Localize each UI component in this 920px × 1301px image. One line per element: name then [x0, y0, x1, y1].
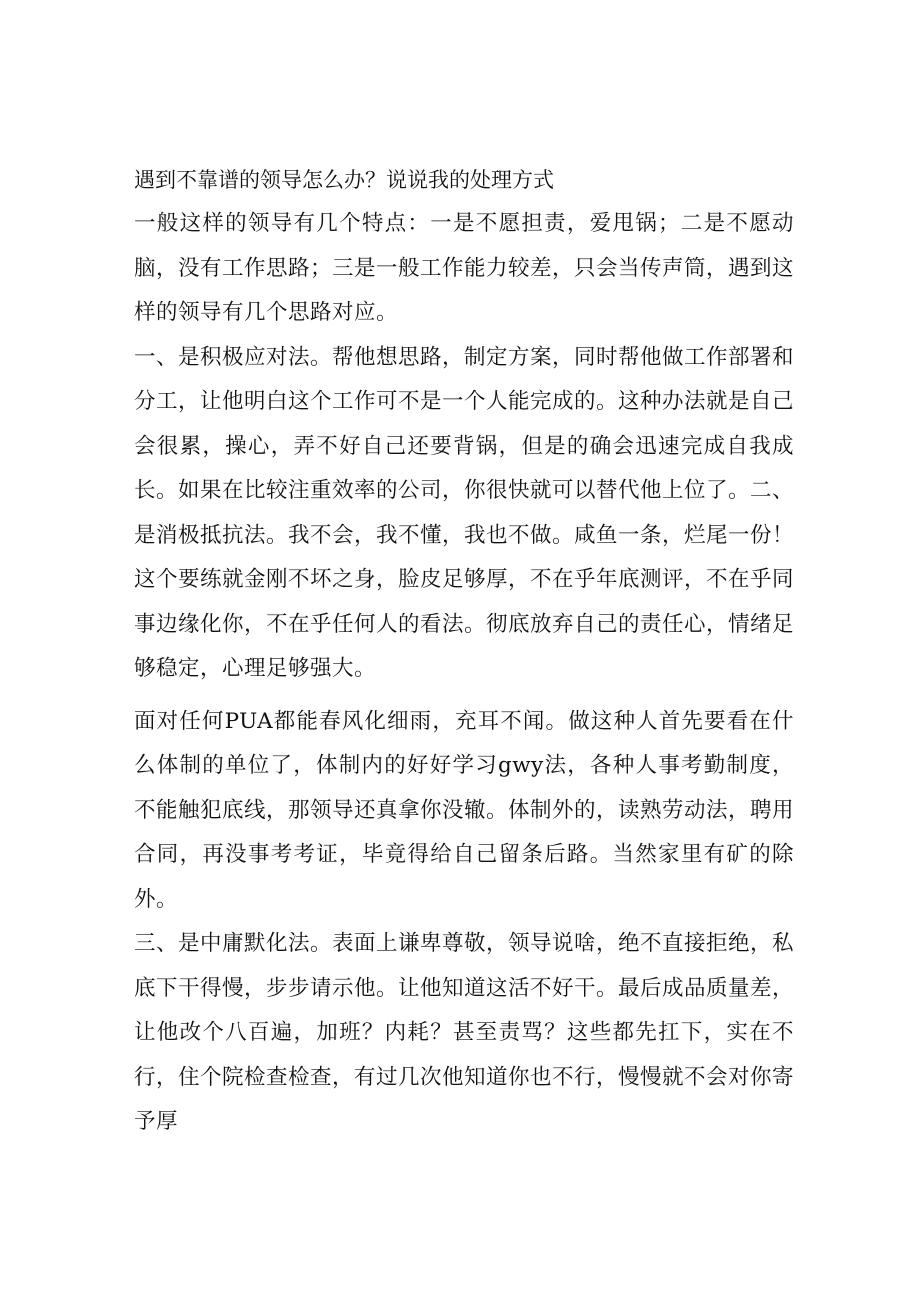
- document-body: [134, 158, 794, 1145]
- paragraph-method-three: 三、是中庸默化法。表面上谦卑尊敬，领导说啥，绝不直接拒绝，私底下干得慢，步步请示他。让他知道这活不好干。最后成品质量差，让他改个八百遍，加班？内耗？甚至责骂？这些都先扛下，实在不行，住个院检查检查，有过几次他知道你也不行，慢慢就不会对你寄予厚: [134, 931, 795, 1134]
- paragraph-method-one-two: 一、是积极应对法。帮他想思路，制定方案，同时帮他做工作部署和分工，让他明白这个工作可不是一个人能完成的。这种办法就是自己会很累，操心，弄不好自己还要背锅，但是的确会迅速完成自我成长。如果在比较注重效率的公司，你很快就可以替代他上位了。二、是消极抵抗法。我不会，我不懂，我也不做。咸鱼一条，烂尾一份！这个要练就金刚不坏之身，脸皮足够厚，不在乎年底测评，不在乎同事边缘化你，不在乎任何人的看法。彻底放弃自己的责任心，情绪足够稳定，心理足够强大。: [134, 344, 795, 681]
- paragraph-intro: 一般这样的领导有几个特点：一是不愿担责，爱甩锅；二是不愿动脑，没有工作思路；三是一般工作能力较差，只会当传声筒，遇到这样的领导有几个思路对应。: [134, 211, 795, 325]
- paragraph-pua: 面对任何PUA都能春风化细雨，充耳不闻。做这种人首先要看在什么体制的单位了，体制内的好好学习gwy法，各种人事考勤制度，不能触犯底线，那领导还真拿你没辙。体制外的，读熟劳动法，聘用合同，再没事考考证，毕竟得给自己留条后路。当然家里有矿的除外。: [134, 708, 795, 912]
- document-title: 遇到不靠谱的领导怎么办？说说我的处理方式: [134, 168, 554, 192]
